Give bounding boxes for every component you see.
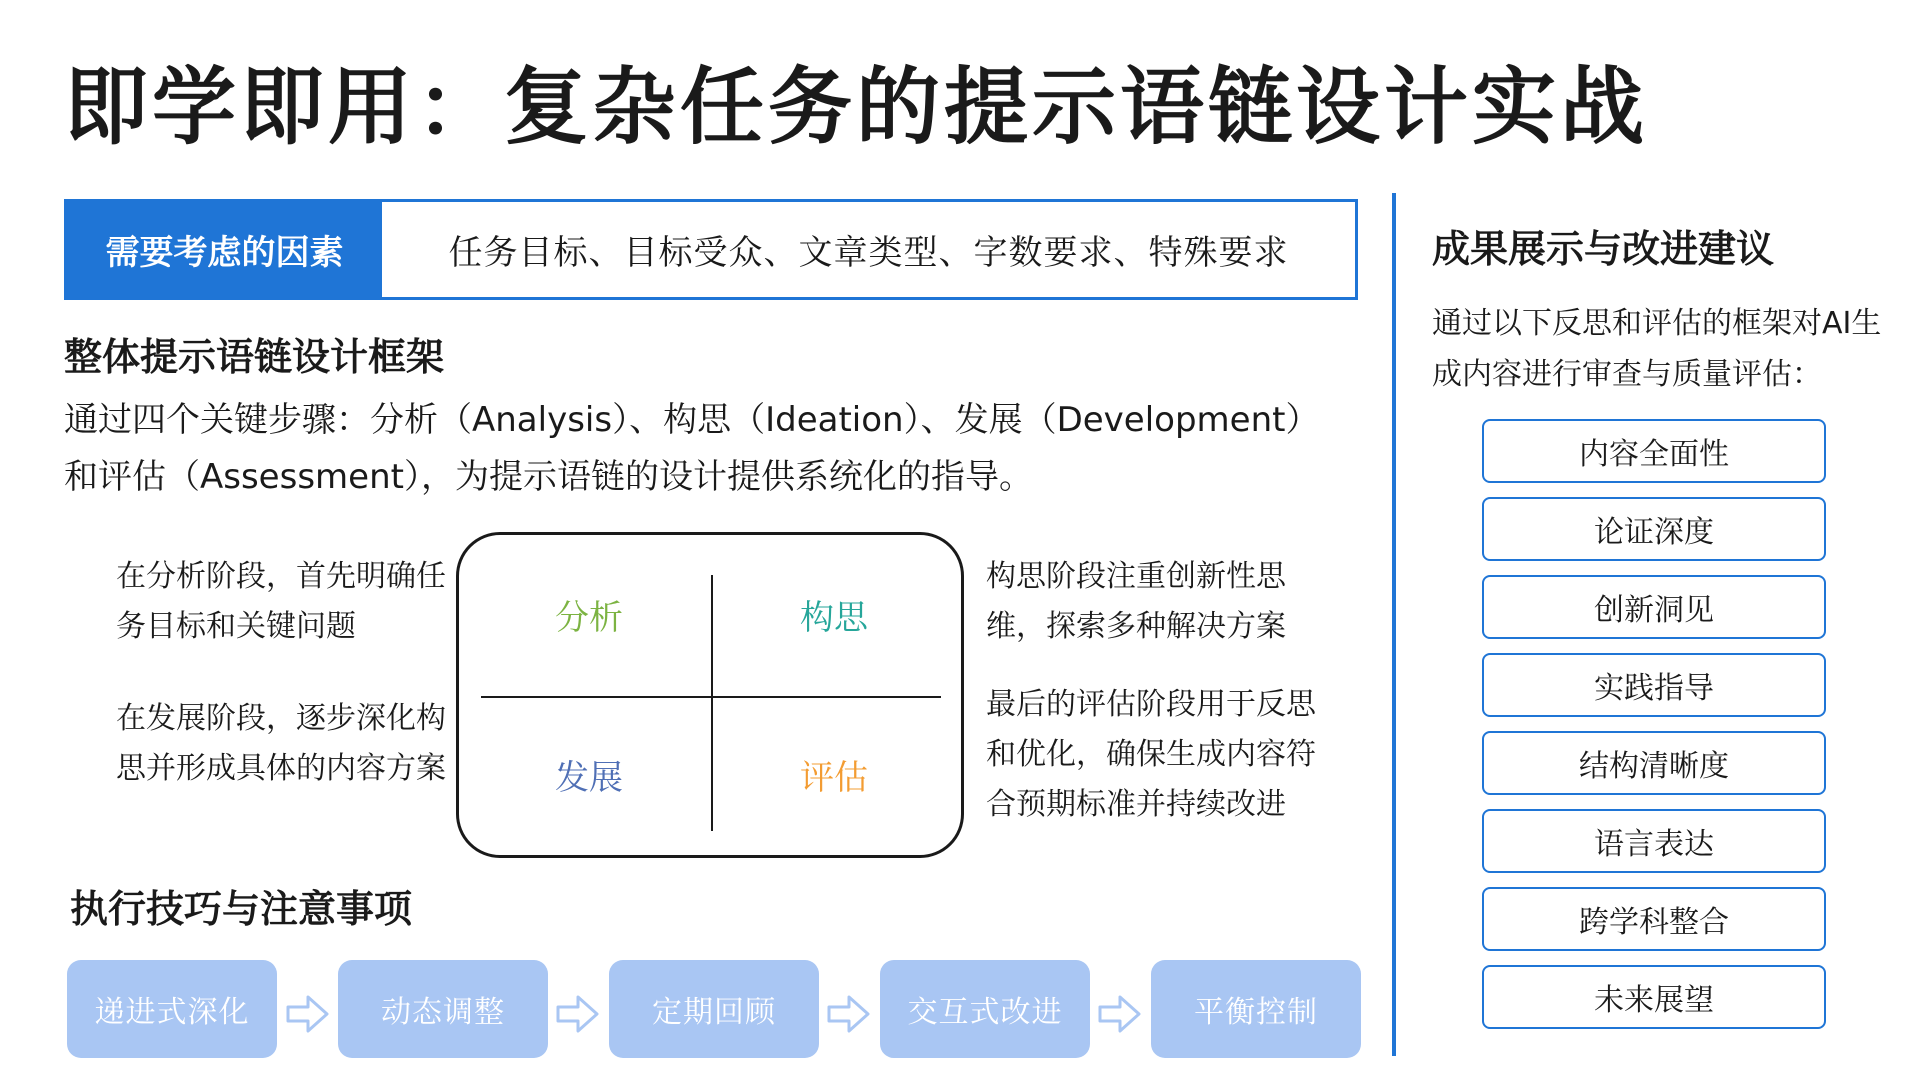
criteria-item: 跨学科整合 — [1482, 887, 1826, 951]
criteria-item: 论证深度 — [1482, 497, 1826, 561]
factors-banner — [64, 199, 1358, 300]
analysis-description: 在分析阶段，首先明确任务目标和关键问题 — [116, 559, 446, 644]
development-description: 在发展阶段，逐步深化构思并形成具体的内容方案 — [116, 701, 446, 786]
side-title: 成果展示与改进建议 — [1432, 227, 1775, 271]
criteria-item: 未来展望 — [1482, 965, 1826, 1029]
arrow-right-icon — [286, 994, 330, 1034]
arrow-right-icon — [827, 994, 871, 1034]
criteria-item: 语言表达 — [1482, 809, 1826, 873]
step-balanced-control: 平衡控制 — [1151, 960, 1361, 1058]
vertical-divider — [1392, 193, 1396, 1056]
factors-label: 需要考虑的因素 — [67, 202, 382, 297]
page-title: 即学即用：复杂任务的提示语链设计实战 — [64, 58, 1649, 156]
framework-intro — [64, 392, 1364, 506]
step-dynamic-adjustment: 动态调整 — [338, 960, 548, 1058]
factors-text: 任务目标、目标受众、文章类型、字数要求、特殊要求 — [448, 233, 1289, 273]
tips-heading: 执行技巧与注意事项 — [70, 887, 413, 931]
side-description: 通过以下反思和评估的框架对AI生成内容进行审查与质量评估： — [1432, 306, 1882, 392]
ideation-description: 构思阶段注重创新性思维，探索多种解决方案 — [986, 559, 1286, 644]
quadrant-assessment: 评估 — [800, 758, 868, 798]
criteria-item: 实践指导 — [1482, 653, 1826, 717]
criteria-item: 内容全面性 — [1482, 419, 1826, 483]
arrow-right-icon — [556, 994, 600, 1034]
framework-heading: 整体提示语链设计框架 — [64, 335, 445, 379]
assessment-description: 最后的评估阶段用于反思和优化，确保生成内容符合预期标准并持续改进 — [986, 687, 1316, 822]
arrow-right-icon — [1098, 994, 1142, 1034]
criteria-item: 创新洞见 — [1482, 575, 1826, 639]
quadrant-horizontal-divider — [481, 696, 941, 698]
step-interactive-improvement: 交互式改进 — [880, 960, 1090, 1058]
criteria-item: 结构清晰度 — [1482, 731, 1826, 795]
intro-line-2: 和评估（Assessment），为提示语链的设计提供系统化的指导。 — [64, 457, 1033, 497]
step-periodic-review: 定期回顾 — [609, 960, 819, 1058]
quadrant-development: 发展 — [555, 758, 623, 798]
quadrant-analysis: 分析 — [555, 598, 623, 638]
quadrant-vertical-divider — [711, 575, 713, 831]
step-progressive-deepening: 递进式深化 — [67, 960, 277, 1058]
intro-line-1: 通过四个关键步骤：分析（Analysis）、构思（Ideation）、发展（Development） — [64, 400, 1320, 440]
quadrant-diagram — [456, 532, 964, 858]
quadrant-ideation: 构思 — [800, 598, 868, 638]
criteria-list — [1482, 419, 1826, 1043]
